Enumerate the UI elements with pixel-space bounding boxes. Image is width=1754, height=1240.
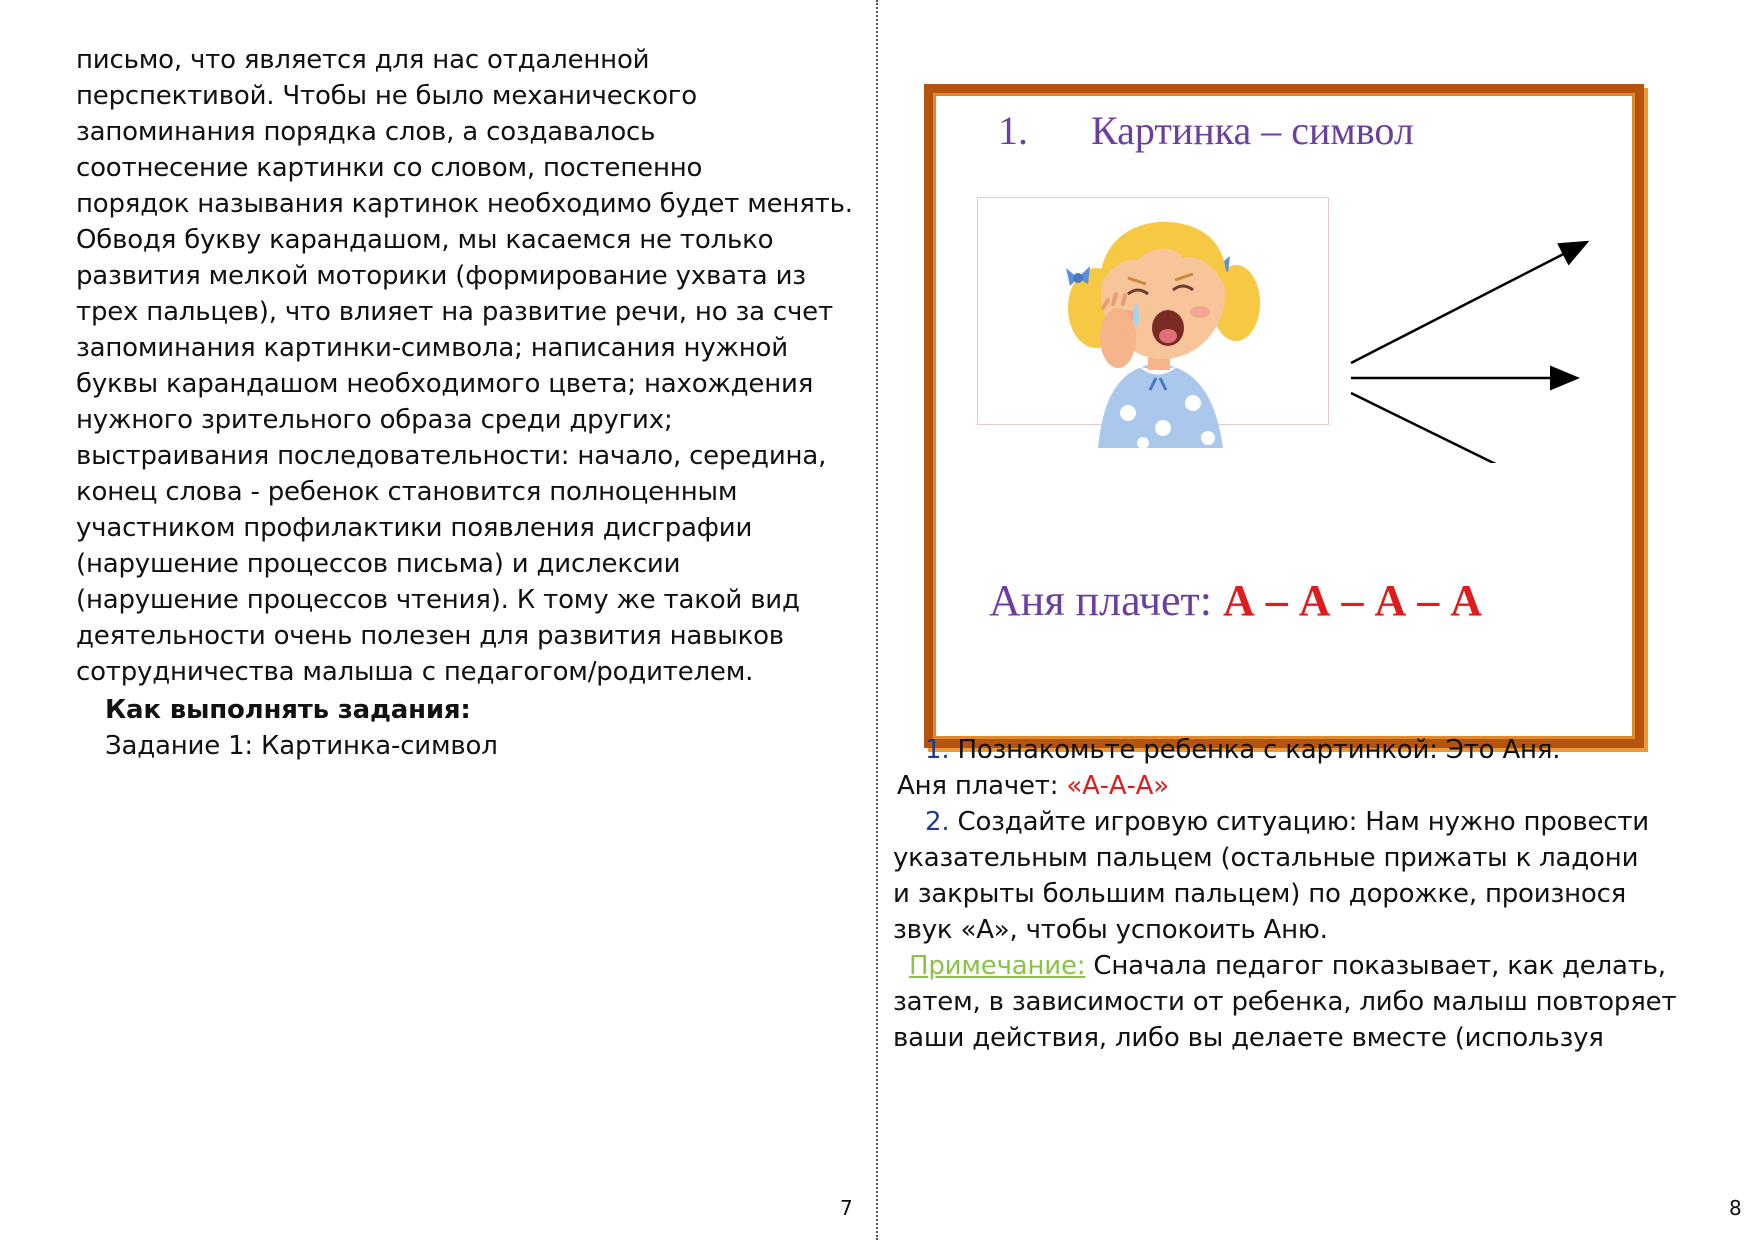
body-text-line: развития мелкой моторики (формирование ухвата из	[76, 261, 806, 291]
step-2-line: звук «А», чтобы успокоить Аню.	[893, 915, 1328, 945]
body-text-line: перспективой. Чтобы не было механического	[76, 81, 697, 111]
task-line: Задание 1: Картинка-символ	[105, 731, 498, 761]
arrow-up-icon	[1351, 243, 1585, 363]
step-1-line-2	[897, 770, 1169, 802]
body-text-line: сотрудничества малыша с педагогом/родителем.	[76, 657, 754, 687]
body-text-line: соотнесение картинки со словом, постепенно	[76, 153, 703, 183]
crying-girl-illustration	[977, 197, 1329, 425]
phrase-label: Аня плачет:	[989, 576, 1212, 625]
instructions-heading: Как выполнять задания:	[105, 695, 471, 725]
body-text-line: нужного зрительного образа среди других;	[76, 405, 673, 435]
body-text-line: конец слова - ребенок становится полноценным	[76, 477, 738, 507]
body-text-line: запоминания картинки-символа; написания нужной	[76, 333, 788, 363]
step-1-sound: «А-А-А»	[1066, 771, 1169, 801]
frame-title-number: 1.	[998, 108, 1028, 153]
direction-arrows	[1343, 173, 1603, 463]
step-2-number: 2.	[925, 807, 950, 837]
step-1	[925, 734, 1560, 766]
body-text-line: участником профилактики появления дисграфии	[76, 513, 753, 543]
body-text-line: буквы карандашом необходимого цвета; нахождения	[76, 369, 814, 399]
note-line: затем, в зависимости от ребенка, либо малыш повторяет	[893, 987, 1677, 1017]
body-text-line: деятельности очень полезен для развития навыков	[76, 621, 784, 651]
step-1-text: Познакомьте ребенка с картинкой: Это Аня.	[957, 735, 1561, 765]
body-text-line: письмо, что является для нас отдаленной	[76, 45, 650, 75]
step-2-text: Создайте игровую ситуацию: Нам нужно провести	[957, 807, 1650, 837]
crying-girl-image	[978, 198, 1328, 448]
page-number-left: 7	[840, 1196, 853, 1220]
body-text-line: (нарушение процессов письма) и дислексии	[76, 549, 681, 579]
body-text-line: порядок называния картинок необходимо будет менять.	[76, 189, 853, 219]
picture-symbol-frame	[924, 84, 1644, 748]
body-text-line: выстраивания последовательности: начало, середина,	[76, 441, 827, 471]
page-number-right: 8	[1729, 1196, 1742, 1220]
note-label: Примечание:	[909, 951, 1086, 981]
arrow-down-icon	[1351, 393, 1575, 463]
body-text-line: трех пальцев), что влияет на развитие речи, но за счет	[76, 297, 833, 327]
note-line: ваши действия, либо вы делаете вместе (используя	[893, 1023, 1604, 1053]
frame-phrase	[989, 575, 1482, 626]
step-1-label: Аня плачет:	[897, 771, 1059, 801]
note-text: Сначала педагог показывает, как делать,	[1093, 951, 1666, 981]
note	[909, 950, 1666, 982]
body-text-line: запоминания порядка слов, а создавалось	[76, 117, 656, 147]
right-page	[877, 0, 1754, 1240]
body-text-line: (нарушение процессов чтения). К тому же такой вид	[76, 585, 800, 615]
step-2	[925, 806, 1649, 838]
step-2-line: и закрыты большим пальцем) по дорожке, произнося	[893, 879, 1627, 909]
frame-title: Картинка – символ	[1091, 108, 1414, 153]
step-2-line: указательным пальцем (остальные прижаты к ладони	[893, 843, 1639, 873]
body-text-line: Обводя букву карандашом, мы касаемся не только	[76, 225, 774, 255]
phrase-sound: А – А – А – А	[1222, 576, 1483, 625]
step-1-number: 1.	[925, 735, 950, 765]
